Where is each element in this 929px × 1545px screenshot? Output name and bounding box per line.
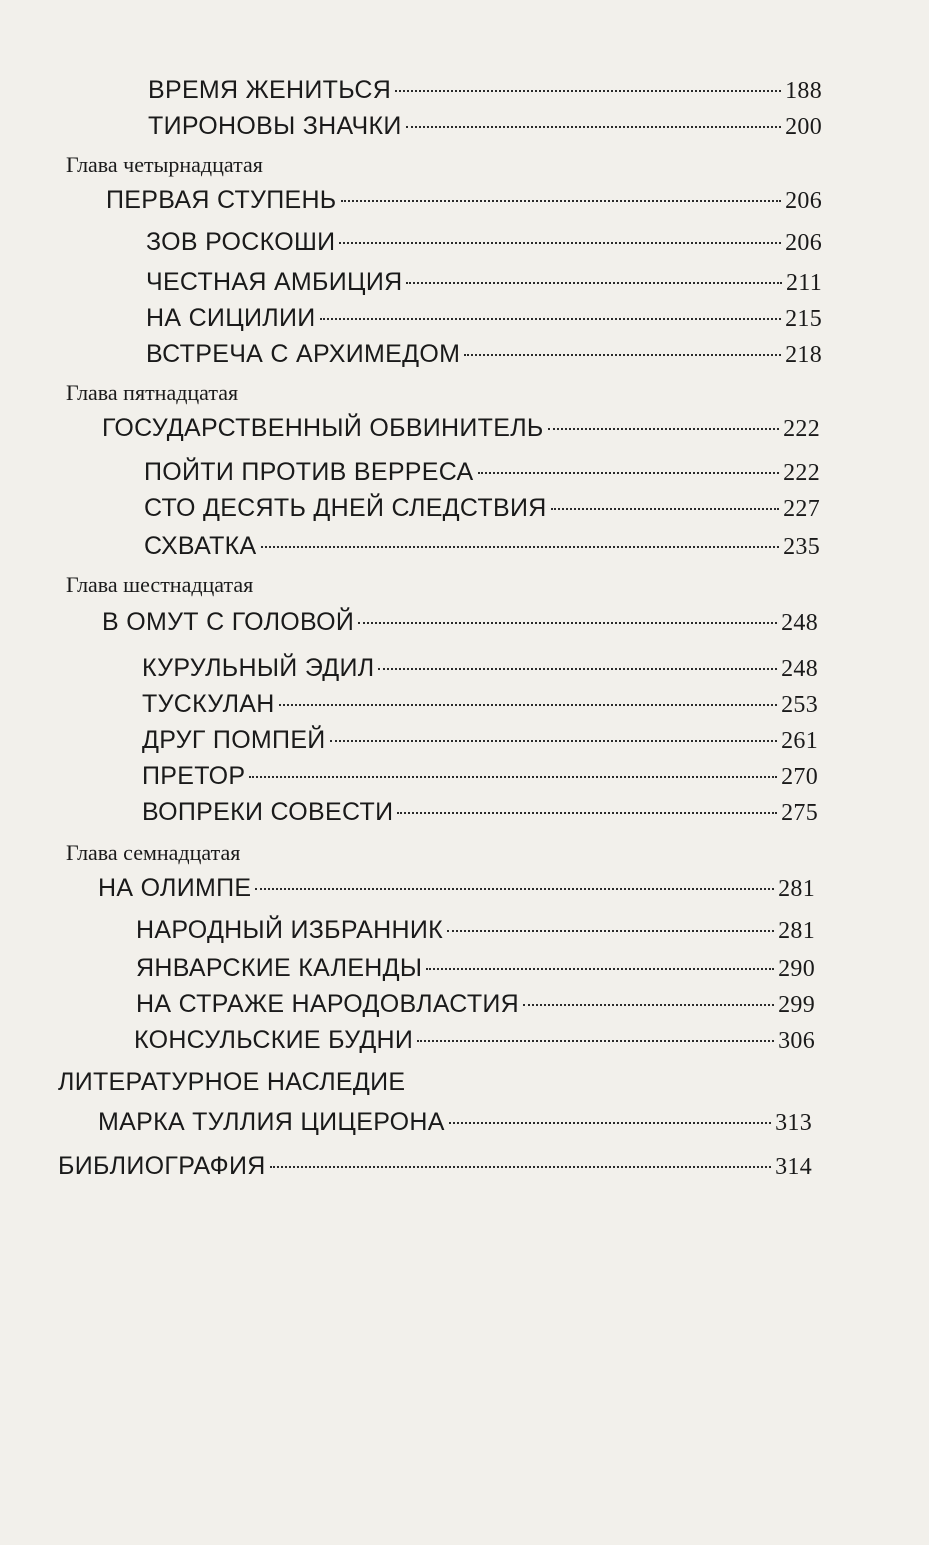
toc-entry-page-number: 261 [781,728,818,754]
toc-entry [98,874,815,903]
toc-entry [146,340,822,369]
chapter-heading [66,380,238,406]
toc-entry-page-number: 218 [785,342,822,368]
chapter-heading-label: Глава семнадцатая [66,840,241,865]
dot-leader [341,200,782,202]
toc-entry-title: НАРОДНЫЙ ИЗБРАННИК [136,916,443,944]
toc-entry [148,76,822,105]
toc-entry-title: КОНСУЛЬСКИЕ БУДНИ [134,1026,414,1054]
toc-entry-title: ПРЕТОР [142,762,246,790]
dot-leader [406,282,782,284]
toc-entry-page-number: 306 [778,1028,815,1054]
toc-entry-page-number: 281 [778,918,815,944]
dot-leader [358,622,777,624]
toc-entry-title: БИБЛИОГРАФИЯ [58,1152,266,1180]
toc-entry-title: ВСТРЕЧА С АРХИМЕДОМ [146,340,461,368]
dot-leader [378,668,777,670]
toc-entry-title: МАРКА ТУЛЛИЯ ЦИЦЕРОНА [98,1108,445,1136]
toc-entry-page-number: 275 [781,800,818,826]
toc-entry [98,1108,812,1137]
dot-leader [449,1122,771,1124]
toc-entry-title: ПЕРВАЯ СТУПЕНЬ [106,186,337,214]
toc-entry [58,1068,405,1097]
chapter-heading [66,572,253,598]
toc-entry-title: НА СТРАЖЕ НАРОДОВЛАСТИЯ [136,990,520,1018]
toc-entry-title: ЛИТЕРАТУРНОЕ НАСЛЕДИЕ [58,1068,406,1096]
toc-entry [142,654,818,683]
chapter-heading-label: Глава шестнадцатая [66,572,254,597]
chapter-heading [66,840,240,866]
dot-leader [320,318,782,320]
toc-entry-title: КУРУЛЬНЫЙ ЭДИЛ [142,654,375,682]
toc-entry-title: ВРЕМЯ ЖЕНИТЬСЯ [148,76,392,104]
toc-entry-page-number: 200 [785,114,822,140]
chapter-heading [66,152,263,178]
toc-entry-title: ВОПРЕКИ СОВЕСТИ [142,798,394,826]
toc-entry-page-number: 206 [785,230,822,256]
toc-entry-title: НА СИЦИЛИИ [146,304,316,332]
toc-entry [134,1026,815,1055]
dot-leader [464,354,781,356]
toc-entry-page-number: 299 [778,992,815,1018]
toc-entry [58,1152,812,1181]
toc-entry-page-number: 215 [785,306,822,332]
dot-leader [551,508,779,510]
toc-entry [144,532,820,561]
dot-leader [255,888,774,890]
toc-entry-page-number: 222 [783,460,820,486]
dot-leader [417,1040,774,1042]
toc-entry-page-number: 248 [781,610,818,636]
toc-entry-title: ЯНВАРСКИЕ КАЛЕНДЫ [136,954,423,982]
toc-entry-title: ТИРОНОВЫ ЗНАЧКИ [148,112,402,140]
dot-leader [548,428,779,430]
toc-entry-page-number: 222 [783,416,820,442]
toc-entry [136,916,815,945]
toc-entry-title: ПОЙТИ ПРОТИВ ВЕРРЕСА [144,458,474,486]
toc-entry-page-number: 248 [781,656,818,682]
toc-entry [148,112,822,141]
toc-entry-page-number: 314 [775,1154,812,1180]
dot-leader [279,704,777,706]
toc-entry-title: В ОМУТ С ГОЛОВОЙ [102,608,355,636]
toc-entry [106,186,822,215]
dot-leader [426,968,774,970]
chapter-heading-label: Глава пятнадцатая [66,380,239,405]
toc-entry-page-number: 227 [783,496,820,522]
toc-entry-title: ГОСУДАРСТВЕННЫЙ ОБВИНИТЕЛЬ [102,414,544,442]
toc-entry-page-number: 188 [785,78,822,104]
toc-entry [144,494,820,523]
chapter-heading-label: Глава четырнадцатая [66,152,263,177]
toc-entry-page-number: 253 [781,692,818,718]
dot-leader [330,740,778,742]
toc-entry [142,762,818,791]
toc-entry-page-number: 270 [781,764,818,790]
toc-entry-title: НА ОЛИМПЕ [98,874,252,902]
dot-leader [261,546,780,548]
toc-entry-title: ЗОВ РОСКОШИ [146,228,336,256]
dot-leader [478,472,780,474]
toc-entry-page-number: 235 [783,534,820,560]
dot-leader [397,812,777,814]
toc-entry [136,990,815,1019]
toc-entry [102,414,820,443]
toc-entry [142,798,818,827]
toc-entry-page-number: 281 [778,876,815,902]
dot-leader [523,1004,774,1006]
toc-entry [144,458,820,487]
toc-entry-page-number: 290 [778,956,815,982]
toc-entry-title: ДРУГ ПОМПЕЙ [142,726,326,754]
dot-leader [270,1166,771,1168]
toc-entry-title: ТУСКУЛАН [142,690,275,718]
toc-entry-page-number: 211 [785,270,822,296]
dot-leader [395,90,781,92]
dot-leader [406,126,781,128]
dot-leader [339,242,781,244]
toc-entry [146,228,822,257]
toc-entry-title: СТО ДЕСЯТЬ ДНЕЙ СЛЕДСТВИЯ [144,494,547,522]
toc-entry-title: ЧЕСТНАЯ АМБИЦИЯ [146,268,403,296]
toc-entry [142,726,818,755]
toc-entry-page-number: 206 [785,188,822,214]
toc-entry [142,690,818,719]
toc-entry-page-number: 313 [775,1110,812,1136]
toc-entry [146,304,822,333]
toc-entry [146,268,822,297]
toc-entry [136,954,815,983]
dot-leader [249,776,777,778]
toc-entry [102,608,818,637]
toc-entry-title: СХВАТКА [144,532,257,560]
dot-leader [447,930,774,932]
